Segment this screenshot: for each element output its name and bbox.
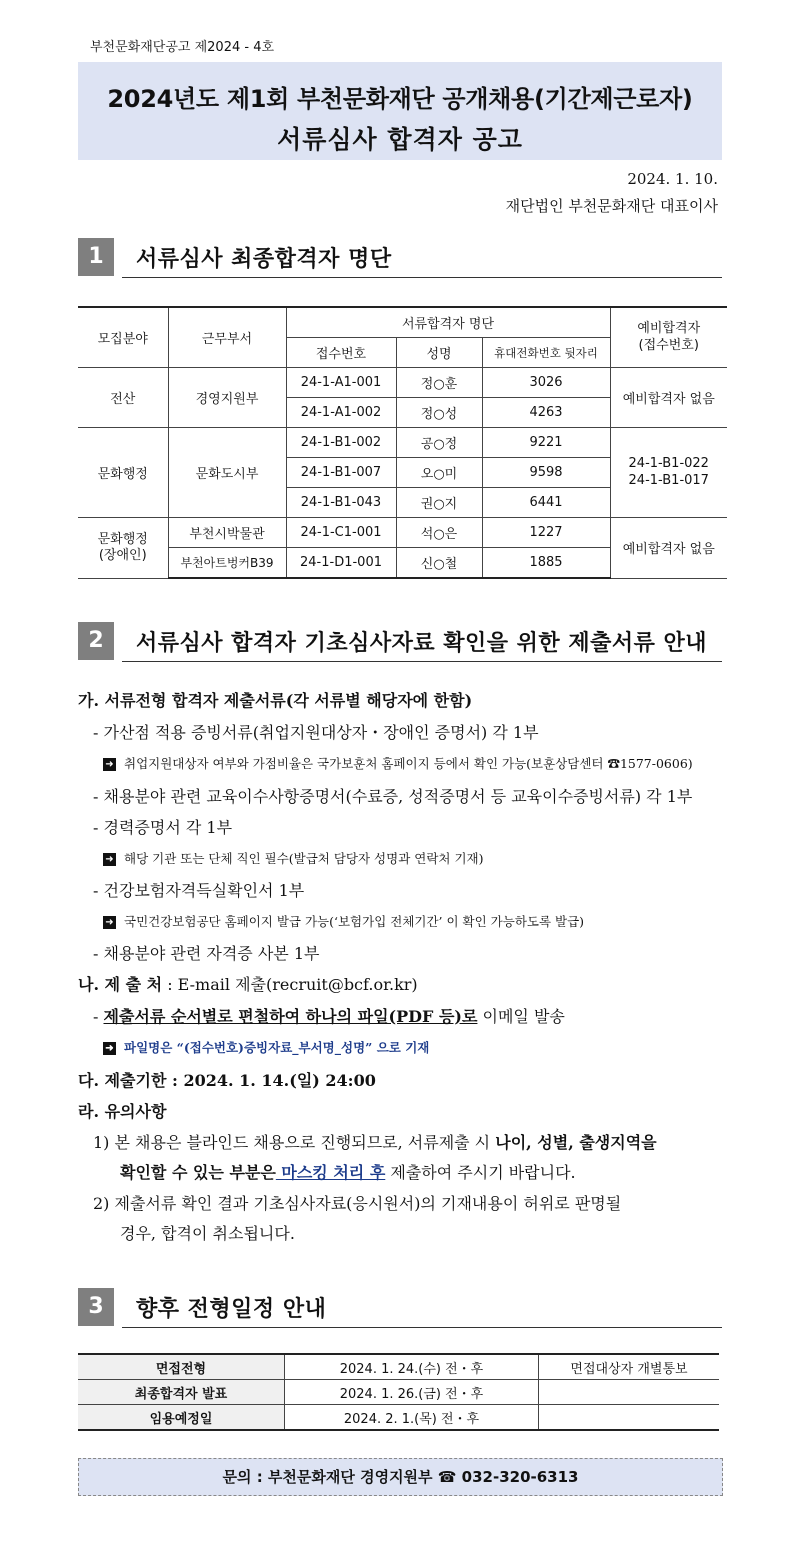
col-header-dept: 근무부서: [168, 307, 286, 368]
table-row: [78, 428, 727, 458]
item-na1: - 제출서류 순서별로 편철하여 하나의 파일(PDF 등)로 이메일 발송: [93, 1007, 565, 1026]
cell-reserve: 24-1-B1-022 24-1-B1-017: [610, 428, 727, 518]
item-ga3: - 경력증명서 각 1부: [93, 818, 233, 837]
item-ra-title: 라. 유의사항: [78, 1102, 167, 1121]
cell-no: 24-1-B1-043: [286, 488, 396, 518]
item-ga-title: 가. 서류전형 합격자 제출서류(각 서류별 해당자에 한함): [78, 691, 473, 710]
schedule-note: [539, 1405, 720, 1431]
note-ga4: ➜ 국민건강보험공단 홈페이지 발급 가능(‘보험가입 전체기간’ 이 확인 가능하도록 발급): [103, 912, 584, 930]
divider: [122, 1327, 722, 1328]
cell-no: 24-1-C1-001: [286, 518, 396, 548]
section3-number: 3: [78, 1288, 114, 1326]
arrow-right-icon: ➜: [103, 916, 116, 929]
col-header-pass: 서류합격자 명단: [286, 307, 610, 338]
table-row: [78, 1354, 719, 1380]
item-ra2-cont: 경우, 합격이 취소됩니다.: [120, 1224, 295, 1243]
schedule-table: [78, 1353, 719, 1431]
cell-reserve: 예비합격자 없음: [610, 518, 727, 579]
note-ga3: ➜ 해당 기관 또는 단체 직인 필수(발급처 담당자 성명과 연락처 기재): [103, 849, 483, 867]
section1-title: 서류심사 최종합격자 명단: [136, 247, 392, 272]
schedule-note: 면접대상자 개별통보: [539, 1354, 720, 1380]
cell-name: 신○철: [396, 548, 482, 579]
cell-field: 문화행정 (장애인): [78, 518, 168, 579]
table-row: [78, 368, 727, 398]
cell-phone: 4263: [482, 398, 610, 428]
cell-reserve: 예비합격자 없음: [610, 368, 727, 428]
divider: [122, 661, 722, 662]
cell-name: 정○성: [396, 398, 482, 428]
notice-date: 2024. 1. 10.: [627, 170, 718, 188]
cell-no: 24-1-A1-001: [286, 368, 396, 398]
cell-no: 24-1-B1-002: [286, 428, 396, 458]
item-ga2: - 채용분야 관련 교육이수사항증명서(수료증, 성적증명서 등 교육이수증빙서류) 각 1부: [93, 787, 693, 806]
section3-heading: [78, 1288, 722, 1332]
title-banner: [78, 62, 722, 160]
col-header-no: 접수번호: [286, 338, 396, 368]
cell-phone: 9221: [482, 428, 610, 458]
section1-heading: [78, 238, 722, 282]
issuer: 재단법인 부천문화재단 대표이사: [505, 197, 718, 215]
table-row: [78, 518, 727, 548]
schedule-stage: 임용예정일: [78, 1405, 285, 1431]
cell-no: 24-1-B1-007: [286, 458, 396, 488]
section1-number: 1: [78, 238, 114, 276]
cell-dept: 부천시박물관: [168, 518, 286, 548]
cell-phone: 1227: [482, 518, 610, 548]
schedule-note: [539, 1380, 720, 1405]
schedule-stage: 최종합격자 발표: [78, 1380, 285, 1405]
col-header-field: 모집분야: [78, 307, 168, 368]
cell-phone: 6441: [482, 488, 610, 518]
item-ga1: - 가산점 적용 증빙서류(취업지원대상자・장애인 증명서) 각 1부: [93, 723, 539, 742]
section2-title: 서류심사 합격자 기초심사자료 확인을 위한 제출서류 안내: [136, 631, 708, 656]
arrow-right-icon: ➜: [103, 1042, 116, 1055]
cell-name: 공○정: [396, 428, 482, 458]
col-header-phone: 휴대전화번호 뒷자리: [482, 338, 610, 368]
divider: [122, 277, 722, 278]
cell-name: 석○은: [396, 518, 482, 548]
cell-dept: 부천아트벙커B39: [168, 548, 286, 579]
section3-title: 향후 전형일정 안내: [136, 1297, 327, 1322]
cell-no: 24-1-A1-002: [286, 398, 396, 428]
table-row: [78, 1405, 719, 1431]
item-ga5: - 채용분야 관련 자격증 사본 1부: [93, 944, 320, 963]
cell-dept: 문화도시부: [168, 428, 286, 518]
contact-box: 문의 : 부천문화재단 경영지원부 ☎ 032-320-6313: [78, 1458, 723, 1496]
schedule-stage: 면접전형: [78, 1354, 285, 1380]
item-ra1-cont: 확인할 수 있는 부분은 마스킹 처리 후 제출하여 주시기 바랍니다.: [120, 1163, 576, 1182]
section2-heading: [78, 622, 722, 666]
note-ga1: ➜ 취업지원대상자 여부와 가점비율은 국가보훈처 홈페이지 등에서 확인 가능(보훈상담센터 ☎1577-0606): [103, 754, 693, 772]
table-row: [78, 1380, 719, 1405]
item-na: 나. 제 출 처 : E-mail 제출(recruit@bcf.or.kr): [78, 975, 418, 994]
item-ra1: 1) 본 채용은 블라인드 채용으로 진행되므로, 서류제출 시 나이, 성별, 출생지역을: [93, 1133, 657, 1152]
item-da: 다. 제출기한 : 2024. 1. 14.(일) 24:00: [78, 1071, 376, 1090]
title-line2: 서류심사 합격자 공고: [277, 125, 523, 154]
col-header-name: 성명: [396, 338, 482, 368]
arrow-right-icon: ➜: [103, 758, 116, 771]
cell-name: 권○지: [396, 488, 482, 518]
schedule-date: 2024. 1. 26.(금) 전・후: [285, 1380, 539, 1405]
cell-name: 정○훈: [396, 368, 482, 398]
cell-dept: 경영지원부: [168, 368, 286, 428]
schedule-date: 2024. 1. 24.(수) 전・후: [285, 1354, 539, 1380]
item-ra2: 2) 제출서류 확인 결과 기초심사자료(응시원서)의 기재내용이 허위로 판명될: [93, 1194, 622, 1213]
passers-table: [78, 306, 727, 579]
schedule-date: 2024. 2. 1.(목) 전・후: [285, 1405, 539, 1431]
arrow-right-icon: ➜: [103, 853, 116, 866]
title-line1: 2024년도 제1회 부천문화재단 공개채용(기간제근로자): [107, 85, 693, 113]
notice-number: 부천문화재단공고 제2024 - 4호: [90, 40, 275, 55]
cell-phone: 9598: [482, 458, 610, 488]
cell-field: 문화행정: [78, 428, 168, 518]
cell-no: 24-1-D1-001: [286, 548, 396, 579]
item-ga4: - 건강보험자격득실확인서 1부: [93, 881, 305, 900]
cell-name: 오○미: [396, 458, 482, 488]
cell-field: 전산: [78, 368, 168, 428]
cell-phone: 1885: [482, 548, 610, 579]
section2-number: 2: [78, 622, 114, 660]
note-na: ➜ 파일명은 “(접수번호)증빙자료_부서명_성명” 으로 기재: [103, 1038, 429, 1056]
cell-phone: 3026: [482, 368, 610, 398]
col-header-reserve: 예비합격자 (접수번호): [610, 307, 727, 368]
